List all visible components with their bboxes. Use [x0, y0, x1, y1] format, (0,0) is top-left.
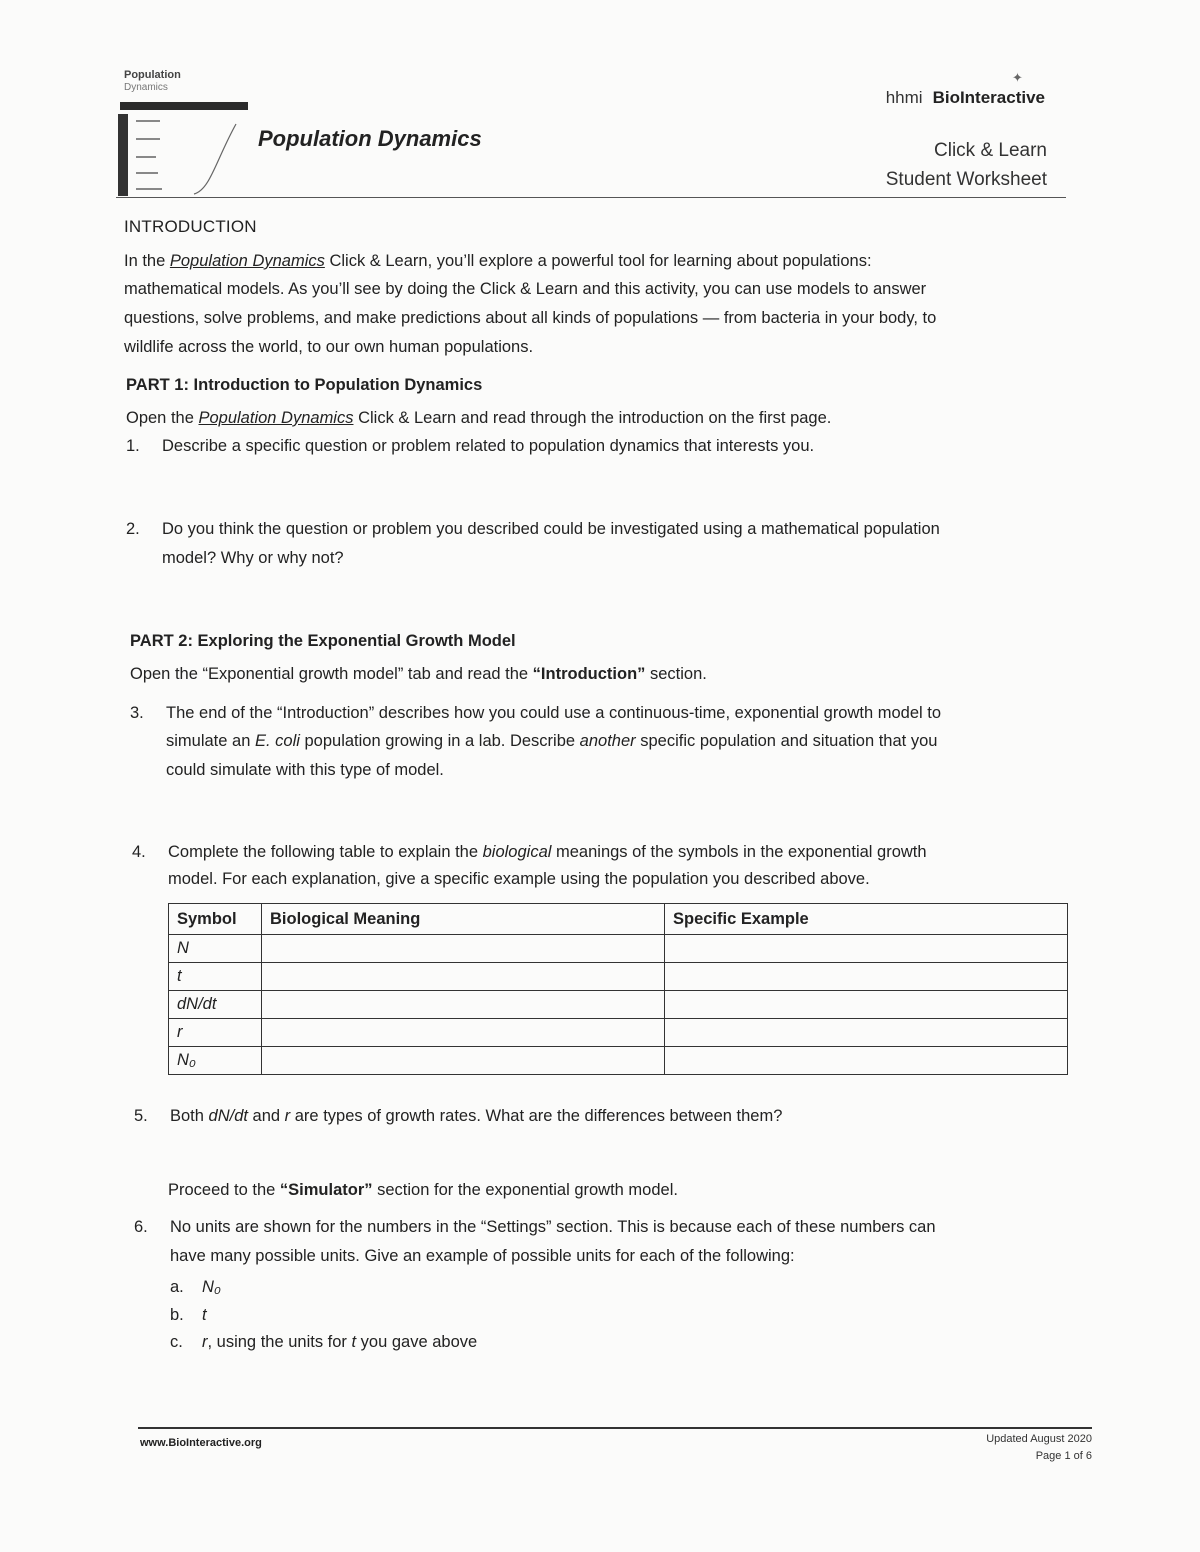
- brand-name: BioInteractive: [932, 88, 1045, 107]
- sub-label: c.: [170, 1333, 183, 1351]
- sub-text: t: [202, 1306, 207, 1324]
- sub-text: you gave above: [356, 1333, 478, 1351]
- question-number: 2.: [126, 520, 140, 538]
- part1-text: Open the: [126, 409, 199, 427]
- question-number: 3.: [130, 704, 144, 722]
- page-title: Population Dynamics: [258, 126, 482, 151]
- header-symbol: Symbol: [169, 904, 262, 935]
- question-number: 6.: [134, 1218, 148, 1236]
- footer-page: Page 1 of 6: [1035, 1450, 1092, 1462]
- question-4: [132, 843, 927, 862]
- question-text: Describe a specific question or problem related to population dynamics that interests you.: [162, 437, 815, 455]
- footer-divider: [138, 1427, 1092, 1429]
- table-header-row: [169, 904, 1068, 935]
- logo-line: [136, 172, 158, 174]
- q5-italic: dN/dt: [208, 1107, 248, 1125]
- question-text: Do you think the question or problem you described could be investigated using a mathematical population: [162, 520, 940, 538]
- population-dynamics-link[interactable]: Population Dynamics: [198, 409, 354, 427]
- logo-line: [136, 156, 156, 158]
- question-6b: [170, 1306, 207, 1325]
- intro-line-2: mathematical models. As you’ll see by doing the Click & Learn and this activity, you can use models to answer: [124, 280, 927, 298]
- sub-italic: t: [351, 1333, 357, 1351]
- question-3: [130, 704, 941, 723]
- intro-line-4: wildlife across the world, to our own human populations.: [124, 338, 534, 356]
- question-6: [134, 1218, 936, 1237]
- intro-text: Click & Learn, you’ll explore a powerful tool for learning about populations:: [324, 252, 872, 270]
- part1-open-line: [126, 409, 831, 428]
- q3-text: population growing in a lab. Describe: [299, 732, 580, 750]
- symbols-table: [168, 903, 1068, 1075]
- q5-italic: r: [284, 1107, 291, 1125]
- part2-text: section.: [645, 665, 707, 683]
- table-row: [169, 1047, 1068, 1075]
- intro-text: In the: [124, 252, 170, 270]
- part2-bold: “Introduction”: [532, 665, 646, 683]
- q5-text: are types of growth rates. What are the differences between them?: [290, 1107, 783, 1125]
- question-2: [126, 520, 940, 539]
- sub-italic: r: [202, 1333, 208, 1351]
- part2-open-line: [130, 665, 707, 684]
- sub-text: N₀: [202, 1278, 221, 1296]
- table-row: [169, 1019, 1068, 1047]
- example-cell[interactable]: [665, 991, 1068, 1019]
- q3-text: specific population and situation that you: [635, 732, 938, 750]
- question-text: No units are shown for the numbers in the “Settings” section. This is because each of these numbers can: [170, 1218, 936, 1236]
- question-number: 1.: [126, 437, 140, 455]
- footer-meta: [986, 1431, 1092, 1465]
- intro-line-3: questions, solve problems, and make predictions about all kinds of populations — from bacteria in your body, to: [124, 309, 937, 327]
- logo-line: [136, 120, 160, 122]
- question-6-cont: have many possible units. Give an example of possible units for each of the following:: [170, 1247, 795, 1265]
- q3-text: simulate an: [166, 732, 255, 750]
- question-3-cont-2: could simulate with this type of model.: [166, 761, 444, 779]
- question-3-cont: [166, 732, 937, 751]
- growth-curve-icon: [190, 120, 240, 198]
- header-biological-meaning: Biological Meaning: [262, 904, 665, 935]
- intro-heading: INTRODUCTION: [124, 217, 257, 236]
- table-row: [169, 991, 1068, 1019]
- symbol-cell: N: [169, 935, 262, 963]
- question-number: 4.: [132, 843, 146, 861]
- question-5: [134, 1107, 782, 1126]
- q3-italic: another: [579, 732, 636, 750]
- q5-text: Both: [170, 1107, 209, 1125]
- logo-bar: [120, 102, 248, 110]
- sub-label: a.: [170, 1278, 184, 1296]
- question-text: The end of the “Introduction” describes how you could use a continuous-time, exponential growth model to: [166, 704, 942, 722]
- symbol-cell: dN/dt: [169, 991, 262, 1019]
- meaning-cell[interactable]: [262, 1047, 665, 1075]
- symbol-cell: t: [169, 963, 262, 991]
- proceed-text: Proceed to the: [168, 1181, 280, 1199]
- logo-line: [136, 188, 162, 190]
- logo-line: [136, 138, 160, 140]
- header-divider: [116, 197, 1066, 198]
- q4-text: Complete the following table to explain the: [168, 843, 483, 861]
- subtitle-click-learn: Click & Learn: [934, 140, 1047, 161]
- logo-subtitle: Dynamics: [124, 82, 168, 93]
- meaning-cell[interactable]: [262, 963, 665, 991]
- table-row: [169, 963, 1068, 991]
- part2-heading: PART 2: Exploring the Exponential Growth Model: [130, 632, 516, 650]
- q4-text: meanings of the symbols in the exponential growth: [551, 843, 927, 861]
- part1-text: Click & Learn and read through the introduction on the first page.: [353, 409, 832, 427]
- brand-prefix: hhmi: [885, 88, 923, 107]
- question-1: [126, 437, 814, 456]
- q4-italic: biological: [482, 843, 552, 861]
- proceed-bold: “Simulator”: [279, 1181, 373, 1199]
- proceed-line: [168, 1181, 678, 1200]
- example-cell[interactable]: [665, 963, 1068, 991]
- q5-text: and: [247, 1107, 285, 1125]
- intro-line-1: [124, 252, 872, 271]
- question-6a: [170, 1278, 221, 1297]
- footer-updated: Updated August 2020: [986, 1433, 1092, 1445]
- sub-text: , using the units for: [207, 1333, 352, 1351]
- example-cell[interactable]: [665, 1019, 1068, 1047]
- proceed-text: section for the exponential growth model.: [372, 1181, 678, 1199]
- symbol-cell: N₀: [169, 1047, 262, 1075]
- meaning-cell[interactable]: [262, 935, 665, 963]
- table-row: [169, 935, 1068, 963]
- example-cell[interactable]: [665, 935, 1068, 963]
- question-2-cont: model? Why or why not?: [162, 549, 344, 567]
- question-number: 5.: [134, 1107, 148, 1125]
- subtitle-worksheet: Student Worksheet: [885, 169, 1047, 190]
- q3-italic: E. coli: [254, 732, 300, 750]
- logo-sidebar: [118, 114, 128, 196]
- meaning-cell[interactable]: [262, 991, 665, 1019]
- brand: [886, 88, 1045, 108]
- example-cell[interactable]: [665, 1047, 1068, 1075]
- question-4-cont: model. For each explanation, give a specific example using the population you described above.: [168, 870, 870, 888]
- part1-heading: PART 1: Introduction to Population Dynamics: [126, 376, 483, 394]
- question-6c: [170, 1333, 477, 1352]
- symbol-cell: r: [169, 1019, 262, 1047]
- meaning-cell[interactable]: [262, 1019, 665, 1047]
- population-dynamics-link[interactable]: Population Dynamics: [169, 252, 325, 270]
- biointeractive-logo-icon: ✦: [1012, 70, 1023, 85]
- logo-title: Population: [124, 69, 181, 81]
- sub-label: b.: [170, 1306, 184, 1324]
- part2-text: Open the “Exponential growth model” tab and read the: [130, 665, 533, 683]
- footer-url[interactable]: www.BioInteractive.org: [140, 1437, 262, 1449]
- header-specific-example: Specific Example: [665, 904, 1068, 935]
